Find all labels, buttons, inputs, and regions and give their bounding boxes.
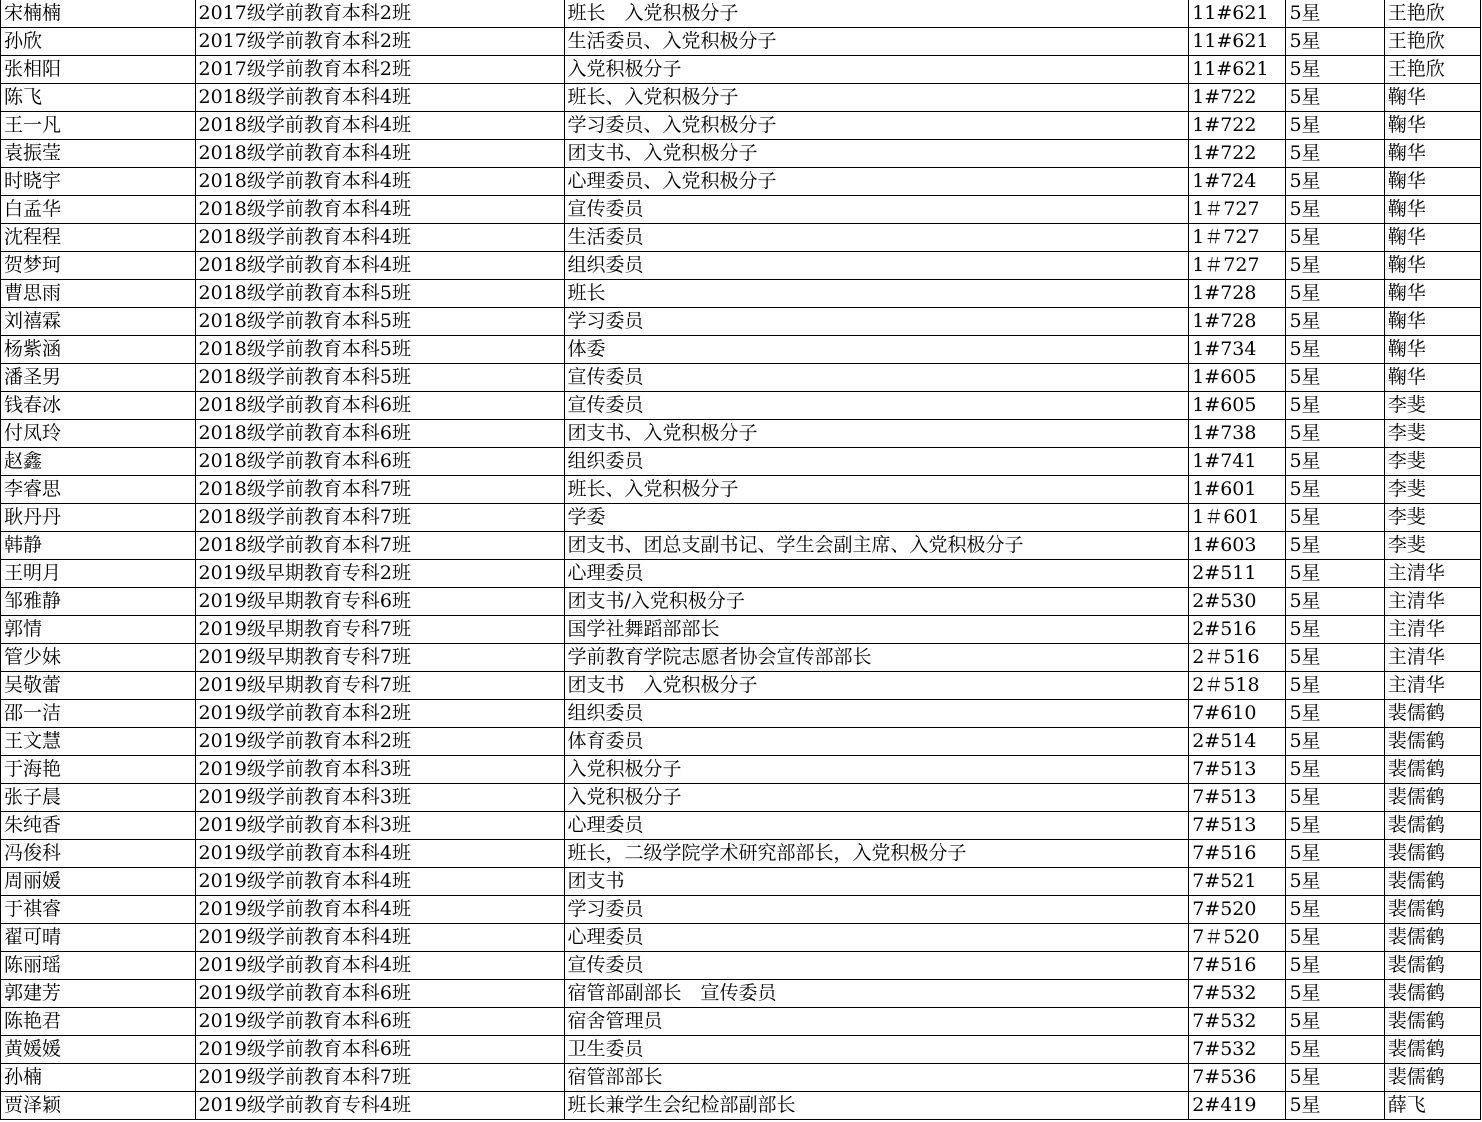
rating-cell[interactable]: 5星: [1286, 588, 1384, 616]
student-name-cell[interactable]: 耿丹丹: [1, 504, 196, 532]
rating-cell[interactable]: 5星: [1286, 1008, 1384, 1036]
table-row: [1, 448, 1481, 476]
tutor-cell[interactable]: 裴儒鹤: [1384, 840, 1480, 868]
table-row: [1, 700, 1481, 728]
role-cell[interactable]: 心理委员: [564, 560, 1189, 588]
student-name-cell[interactable]: 于海艳: [1, 756, 196, 784]
table-row: [1, 1008, 1481, 1036]
class-cell[interactable]: 2019级学前教育本科6班: [195, 1036, 564, 1064]
dorm-room-cell[interactable]: 7#532: [1189, 980, 1286, 1008]
class-cell[interactable]: 2019级学前教育本科4班: [195, 840, 564, 868]
table-row: [1, 420, 1481, 448]
role-cell[interactable]: 入党积极分子: [564, 784, 1189, 812]
rating-cell[interactable]: 5星: [1286, 644, 1384, 672]
dorm-room-cell[interactable]: 1#741: [1189, 448, 1286, 476]
tutor-cell[interactable]: 鞠华: [1384, 280, 1480, 308]
tutor-cell[interactable]: 王艳欣: [1384, 56, 1480, 84]
student-name-cell[interactable]: 张子晨: [1, 784, 196, 812]
table-row: [1, 756, 1481, 784]
student-name-cell[interactable]: 管少妹: [1, 644, 196, 672]
class-cell[interactable]: 2019级早期教育专科2班: [195, 560, 564, 588]
tutor-cell[interactable]: 主清华: [1384, 588, 1480, 616]
role-cell[interactable]: 学习委员、入党积极分子: [564, 112, 1189, 140]
tutor-cell[interactable]: 鞠华: [1384, 84, 1480, 112]
dorm-room-cell[interactable]: 11#621: [1189, 28, 1286, 56]
role-cell[interactable]: 入党积极分子: [564, 56, 1189, 84]
dorm-room-cell[interactable]: 1＃727: [1189, 196, 1286, 224]
tutor-cell[interactable]: 薛飞: [1384, 1092, 1480, 1120]
student-name-cell[interactable]: 王文慧: [1, 728, 196, 756]
dorm-room-cell[interactable]: 7#516: [1189, 840, 1286, 868]
class-cell[interactable]: 2018级学前教育本科4班: [195, 84, 564, 112]
dorm-room-cell[interactable]: 1#722: [1189, 140, 1286, 168]
rating-cell[interactable]: 5星: [1286, 364, 1384, 392]
dorm-room-cell[interactable]: 1＃727: [1189, 224, 1286, 252]
class-cell[interactable]: 2019级学前教育本科4班: [195, 896, 564, 924]
role-cell[interactable]: 体育委员: [564, 728, 1189, 756]
role-cell[interactable]: 团支书、入党积极分子: [564, 140, 1189, 168]
role-cell[interactable]: 宣传委员: [564, 364, 1189, 392]
role-cell[interactable]: 团支书/入党积极分子: [564, 588, 1189, 616]
table-row: [1, 896, 1481, 924]
table-row: [1, 252, 1481, 280]
dorm-room-cell[interactable]: 1#734: [1189, 336, 1286, 364]
student-name-cell[interactable]: 曹思雨: [1, 280, 196, 308]
role-cell[interactable]: 宿管部部长: [564, 1064, 1189, 1092]
student-name-cell[interactable]: 李睿思: [1, 476, 196, 504]
class-cell[interactable]: 2019级早期教育专科7班: [195, 644, 564, 672]
class-cell[interactable]: 2018级学前教育本科4班: [195, 196, 564, 224]
tutor-cell[interactable]: 王艳欣: [1384, 28, 1480, 56]
rating-cell[interactable]: 5星: [1286, 84, 1384, 112]
rating-cell[interactable]: 5星: [1286, 280, 1384, 308]
tutor-cell[interactable]: 裴儒鹤: [1384, 1036, 1480, 1064]
student-name-cell[interactable]: 沈程程: [1, 224, 196, 252]
table-row: [1, 28, 1481, 56]
role-cell[interactable]: 组织委员: [564, 448, 1189, 476]
rating-cell[interactable]: 5星: [1286, 224, 1384, 252]
role-cell[interactable]: 国学社舞蹈部部长: [564, 616, 1189, 644]
dorm-room-cell[interactable]: 1#724: [1189, 168, 1286, 196]
student-name-cell[interactable]: 周丽媛: [1, 868, 196, 896]
student-name-cell[interactable]: 钱春冰: [1, 392, 196, 420]
role-cell[interactable]: 卫生委员: [564, 1036, 1189, 1064]
class-cell[interactable]: 2019级学前教育本科3班: [195, 812, 564, 840]
tutor-cell[interactable]: 裴儒鹤: [1384, 1008, 1480, 1036]
student-name-cell[interactable]: 郭情: [1, 616, 196, 644]
class-cell[interactable]: 2018级学前教育本科4班: [195, 252, 564, 280]
dorm-room-cell[interactable]: 1#605: [1189, 364, 1286, 392]
rating-cell[interactable]: 5星: [1286, 1064, 1384, 1092]
rating-cell[interactable]: 5星: [1286, 756, 1384, 784]
class-cell[interactable]: 2017级学前教育本科2班: [195, 56, 564, 84]
dorm-room-cell[interactable]: 1#605: [1189, 392, 1286, 420]
rating-cell[interactable]: 5星: [1286, 672, 1384, 700]
student-name-cell[interactable]: 朱纯香: [1, 812, 196, 840]
role-cell[interactable]: 班长、入党积极分子: [564, 84, 1189, 112]
dorm-room-cell[interactable]: 7#532: [1189, 1008, 1286, 1036]
class-cell[interactable]: 2019级早期教育专科7班: [195, 616, 564, 644]
table-row: [1, 728, 1481, 756]
tutor-cell[interactable]: 鞠华: [1384, 140, 1480, 168]
class-cell[interactable]: 2019级学前教育本科2班: [195, 700, 564, 728]
role-cell[interactable]: 班长兼学生会纪检部副部长: [564, 1092, 1189, 1120]
tutor-cell[interactable]: 裴儒鹤: [1384, 896, 1480, 924]
role-cell[interactable]: 班长、入党积极分子: [564, 476, 1189, 504]
rating-cell[interactable]: 5星: [1286, 448, 1384, 476]
rating-cell[interactable]: 5星: [1286, 0, 1384, 28]
table-row: [1, 196, 1481, 224]
rating-cell[interactable]: 5星: [1286, 980, 1384, 1008]
table-row: [1, 280, 1481, 308]
student-name-cell[interactable]: 孙楠: [1, 1064, 196, 1092]
tutor-cell[interactable]: 李斐: [1384, 420, 1480, 448]
rating-cell[interactable]: 5星: [1286, 28, 1384, 56]
tutor-cell[interactable]: 裴儒鹤: [1384, 980, 1480, 1008]
tutor-cell[interactable]: 李斐: [1384, 476, 1480, 504]
dorm-room-cell[interactable]: 7#513: [1189, 812, 1286, 840]
table-row: [1, 308, 1481, 336]
table-row: [1, 168, 1481, 196]
class-cell[interactable]: 2018级学前教育本科5班: [195, 308, 564, 336]
dorm-room-cell[interactable]: 7＃520: [1189, 924, 1286, 952]
dorm-room-cell[interactable]: 1#728: [1189, 308, 1286, 336]
class-cell[interactable]: 2019级学前教育本科3班: [195, 784, 564, 812]
tutor-cell[interactable]: 裴儒鹤: [1384, 1064, 1480, 1092]
tutor-cell[interactable]: 裴儒鹤: [1384, 784, 1480, 812]
roster-body: [1, 0, 1481, 1120]
student-name-cell[interactable]: 冯俊科: [1, 840, 196, 868]
class-cell[interactable]: 2017级学前教育本科2班: [195, 0, 564, 28]
role-cell[interactable]: 学委: [564, 504, 1189, 532]
dorm-room-cell[interactable]: 1#722: [1189, 84, 1286, 112]
role-cell[interactable]: 团支书 入党积极分子: [564, 672, 1189, 700]
class-cell[interactable]: 2018级学前教育本科4班: [195, 168, 564, 196]
table-row: [1, 1036, 1481, 1064]
table-row: [1, 812, 1481, 840]
table-row: [1, 364, 1481, 392]
class-cell[interactable]: 2019级学前教育本科7班: [195, 1064, 564, 1092]
table-row: [1, 532, 1481, 560]
class-cell[interactable]: 2019级学前教育本科6班: [195, 980, 564, 1008]
role-cell[interactable]: 生活委员、入党积极分子: [564, 28, 1189, 56]
table-row: [1, 140, 1481, 168]
table-row: [1, 560, 1481, 588]
rating-cell[interactable]: 5星: [1286, 784, 1384, 812]
rating-cell[interactable]: 5星: [1286, 840, 1384, 868]
role-cell[interactable]: 团支书、入党积极分子: [564, 420, 1189, 448]
class-cell[interactable]: 2019级学前教育本科4班: [195, 952, 564, 980]
student-name-cell[interactable]: 赵鑫: [1, 448, 196, 476]
tutor-cell[interactable]: 裴儒鹤: [1384, 924, 1480, 952]
student-name-cell[interactable]: 吴敬蕾: [1, 672, 196, 700]
dorm-room-cell[interactable]: 7#521: [1189, 868, 1286, 896]
tutor-cell[interactable]: 裴儒鹤: [1384, 756, 1480, 784]
student-name-cell[interactable]: 张相阳: [1, 56, 196, 84]
class-cell[interactable]: 2018级学前教育本科7班: [195, 476, 564, 504]
dorm-room-cell[interactable]: 7#520: [1189, 896, 1286, 924]
role-cell[interactable]: 入党积极分子: [564, 756, 1189, 784]
class-cell[interactable]: 2018级学前教育本科6班: [195, 448, 564, 476]
class-cell[interactable]: 2018级学前教育本科5班: [195, 336, 564, 364]
class-cell[interactable]: 2018级学前教育本科6班: [195, 420, 564, 448]
table-row: [1, 588, 1481, 616]
rating-cell[interactable]: 5星: [1286, 700, 1384, 728]
rating-cell[interactable]: 5星: [1286, 560, 1384, 588]
student-name-cell[interactable]: 时晓宇: [1, 168, 196, 196]
rating-cell[interactable]: 5星: [1286, 476, 1384, 504]
role-cell[interactable]: 心理委员: [564, 924, 1189, 952]
class-cell[interactable]: 2019级早期教育专科7班: [195, 672, 564, 700]
dorm-room-cell[interactable]: 2#419: [1189, 1092, 1286, 1120]
student-name-cell[interactable]: 贾泽颖: [1, 1092, 196, 1120]
tutor-cell[interactable]: 主清华: [1384, 672, 1480, 700]
class-cell[interactable]: 2018级学前教育本科5班: [195, 280, 564, 308]
tutor-cell[interactable]: 主清华: [1384, 644, 1480, 672]
rating-cell[interactable]: 5星: [1286, 1092, 1384, 1120]
table-row: [1, 924, 1481, 952]
table-row: [1, 392, 1481, 420]
student-name-cell[interactable]: 邵一洁: [1, 700, 196, 728]
table-row: [1, 504, 1481, 532]
table-row: [1, 1092, 1481, 1120]
rating-cell[interactable]: 5星: [1286, 896, 1384, 924]
role-cell[interactable]: 生活委员: [564, 224, 1189, 252]
role-cell[interactable]: 班长: [564, 280, 1189, 308]
table-row: [1, 980, 1481, 1008]
dorm-room-cell[interactable]: 7#516: [1189, 952, 1286, 980]
role-cell[interactable]: 心理委员: [564, 812, 1189, 840]
class-cell[interactable]: 2019级学前教育本科4班: [195, 868, 564, 896]
class-cell[interactable]: 2018级学前教育本科6班: [195, 392, 564, 420]
dorm-room-cell[interactable]: 2#516: [1189, 616, 1286, 644]
tutor-cell[interactable]: 主清华: [1384, 616, 1480, 644]
table-row: [1, 224, 1481, 252]
role-cell[interactable]: 宿舍管理员: [564, 1008, 1189, 1036]
dorm-room-cell[interactable]: 1#722: [1189, 112, 1286, 140]
tutor-cell[interactable]: 李斐: [1384, 532, 1480, 560]
student-name-cell[interactable]: 潘圣男: [1, 364, 196, 392]
role-cell[interactable]: 宣传委员: [564, 952, 1189, 980]
table-row: [1, 784, 1481, 812]
rating-cell[interactable]: 5星: [1286, 868, 1384, 896]
dorm-room-cell[interactable]: 1＃601: [1189, 504, 1286, 532]
tutor-cell[interactable]: 裴儒鹤: [1384, 952, 1480, 980]
table-row: [1, 644, 1481, 672]
class-cell[interactable]: 2018级学前教育本科4班: [195, 140, 564, 168]
table-row: [1, 84, 1481, 112]
rating-cell[interactable]: 5星: [1286, 308, 1384, 336]
class-cell[interactable]: 2019级学前教育专科4班: [195, 1092, 564, 1120]
rating-cell[interactable]: 5星: [1286, 924, 1384, 952]
role-cell[interactable]: 宣传委员: [564, 392, 1189, 420]
table-row: [1, 868, 1481, 896]
role-cell[interactable]: 宿管部副部长 宣传委员: [564, 980, 1189, 1008]
role-cell[interactable]: 团支书: [564, 868, 1189, 896]
table-row: [1, 336, 1481, 364]
table-row: [1, 672, 1481, 700]
table-row: [1, 476, 1481, 504]
dorm-room-cell[interactable]: 1#601: [1189, 476, 1286, 504]
dorm-room-cell[interactable]: 7#513: [1189, 756, 1286, 784]
tutor-cell[interactable]: 王艳欣: [1384, 0, 1480, 28]
rating-cell[interactable]: 5星: [1286, 1036, 1384, 1064]
table-row: [1, 0, 1481, 28]
tutor-cell[interactable]: 裴儒鹤: [1384, 700, 1480, 728]
table-row: [1, 1064, 1481, 1092]
tutor-cell[interactable]: 李斐: [1384, 448, 1480, 476]
student-name-cell[interactable]: 陈飞: [1, 84, 196, 112]
rating-cell[interactable]: 5星: [1286, 196, 1384, 224]
student-name-cell[interactable]: 邹雅静: [1, 588, 196, 616]
dorm-room-cell[interactable]: 7#513: [1189, 784, 1286, 812]
role-cell[interactable]: 组织委员: [564, 252, 1189, 280]
rating-cell[interactable]: 5星: [1286, 392, 1384, 420]
tutor-cell[interactable]: 裴儒鹤: [1384, 868, 1480, 896]
role-cell[interactable]: 班长，二级学院学术研究部部长，入党积极分子: [564, 840, 1189, 868]
student-name-cell[interactable]: 王一凡: [1, 112, 196, 140]
rating-cell[interactable]: 5星: [1286, 252, 1384, 280]
rating-cell[interactable]: 5星: [1286, 420, 1384, 448]
dorm-room-cell[interactable]: 7#532: [1189, 1036, 1286, 1064]
class-cell[interactable]: 2019级学前教育本科3班: [195, 756, 564, 784]
tutor-cell[interactable]: 裴儒鹤: [1384, 728, 1480, 756]
table-row: [1, 616, 1481, 644]
tutor-cell[interactable]: 主清华: [1384, 560, 1480, 588]
role-cell[interactable]: 学习委员: [564, 896, 1189, 924]
class-cell[interactable]: 2019级学前教育本科2班: [195, 728, 564, 756]
dorm-room-cell[interactable]: 1#738: [1189, 420, 1286, 448]
rating-cell[interactable]: 5星: [1286, 812, 1384, 840]
tutor-cell[interactable]: 鞠华: [1384, 224, 1480, 252]
role-cell[interactable]: 体委: [564, 336, 1189, 364]
table-row: [1, 56, 1481, 84]
student-name-cell[interactable]: 贺梦珂: [1, 252, 196, 280]
rating-cell[interactable]: 5星: [1286, 532, 1384, 560]
rating-cell[interactable]: 5星: [1286, 336, 1384, 364]
tutor-cell[interactable]: 李斐: [1384, 392, 1480, 420]
dorm-room-cell[interactable]: 2＃516: [1189, 644, 1286, 672]
rating-cell[interactable]: 5星: [1286, 168, 1384, 196]
student-name-cell[interactable]: 郭建芳: [1, 980, 196, 1008]
rating-cell[interactable]: 5星: [1286, 140, 1384, 168]
student-name-cell[interactable]: 刘禧霖: [1, 308, 196, 336]
table-row: [1, 952, 1481, 980]
dorm-room-cell[interactable]: 2#511: [1189, 560, 1286, 588]
dorm-room-cell[interactable]: 1#603: [1189, 532, 1286, 560]
dorm-room-cell[interactable]: 7#610: [1189, 700, 1286, 728]
student-name-cell[interactable]: 王明月: [1, 560, 196, 588]
tutor-cell[interactable]: 李斐: [1384, 504, 1480, 532]
student-name-cell[interactable]: 付凤玲: [1, 420, 196, 448]
dorm-room-cell[interactable]: 11#621: [1189, 56, 1286, 84]
role-cell[interactable]: 宣传委员: [564, 196, 1189, 224]
student-name-cell[interactable]: 陈艳君: [1, 1008, 196, 1036]
student-name-cell[interactable]: 白孟华: [1, 196, 196, 224]
tutor-cell[interactable]: 裴儒鹤: [1384, 812, 1480, 840]
role-cell[interactable]: 组织委员: [564, 700, 1189, 728]
tutor-cell[interactable]: 鞠华: [1384, 364, 1480, 392]
student-name-cell[interactable]: 孙欣: [1, 28, 196, 56]
tutor-cell[interactable]: 鞠华: [1384, 308, 1480, 336]
rating-cell[interactable]: 5星: [1286, 616, 1384, 644]
class-cell[interactable]: 2018级学前教育本科4班: [195, 112, 564, 140]
dorm-room-cell[interactable]: 7#536: [1189, 1064, 1286, 1092]
table-row: [1, 840, 1481, 868]
student-name-cell[interactable]: 杨紫涵: [1, 336, 196, 364]
class-cell[interactable]: 2018级学前教育本科7班: [195, 532, 564, 560]
rating-cell[interactable]: 5星: [1286, 504, 1384, 532]
student-name-cell[interactable]: 宋楠楠: [1, 0, 196, 28]
class-cell[interactable]: 2019级学前教育本科4班: [195, 924, 564, 952]
class-cell[interactable]: 2018级学前教育本科4班: [195, 224, 564, 252]
class-cell[interactable]: 2018级学前教育本科5班: [195, 364, 564, 392]
role-cell[interactable]: 团支书、团总支副书记、学生会副主席、入党积极分子: [564, 532, 1189, 560]
dorm-room-cell[interactable]: 2#514: [1189, 728, 1286, 756]
rating-cell[interactable]: 5星: [1286, 952, 1384, 980]
role-cell[interactable]: 学习委员: [564, 308, 1189, 336]
tutor-cell[interactable]: 鞠华: [1384, 336, 1480, 364]
dorm-room-cell[interactable]: 1＃727: [1189, 252, 1286, 280]
tutor-cell[interactable]: 鞠华: [1384, 168, 1480, 196]
role-cell[interactable]: 学前教育学院志愿者协会宣传部部长: [564, 644, 1189, 672]
tutor-cell[interactable]: 鞠华: [1384, 252, 1480, 280]
rating-cell[interactable]: 5星: [1286, 112, 1384, 140]
table-row: [1, 112, 1481, 140]
role-cell[interactable]: 班长 入党积极分子: [564, 0, 1189, 28]
dorm-room-cell[interactable]: 2#530: [1189, 588, 1286, 616]
student-name-cell[interactable]: 陈丽瑶: [1, 952, 196, 980]
class-cell[interactable]: 2018级学前教育本科7班: [195, 504, 564, 532]
class-cell[interactable]: 2019级学前教育本科6班: [195, 1008, 564, 1036]
student-name-cell[interactable]: 韩静: [1, 532, 196, 560]
student-name-cell[interactable]: 黄媛媛: [1, 1036, 196, 1064]
class-cell[interactable]: 2017级学前教育本科2班: [195, 28, 564, 56]
student-name-cell[interactable]: 翟可晴: [1, 924, 196, 952]
role-cell[interactable]: 心理委员、入党积极分子: [564, 168, 1189, 196]
class-cell[interactable]: 2019级早期教育专科6班: [195, 588, 564, 616]
tutor-cell[interactable]: 鞠华: [1384, 196, 1480, 224]
dorm-room-cell[interactable]: 11#621: [1189, 0, 1286, 28]
rating-cell[interactable]: 5星: [1286, 728, 1384, 756]
student-name-cell[interactable]: 于祺睿: [1, 896, 196, 924]
dorm-room-cell[interactable]: 1#728: [1189, 280, 1286, 308]
student-name-cell[interactable]: 袁振莹: [1, 140, 196, 168]
tutor-cell[interactable]: 鞠华: [1384, 112, 1480, 140]
dorm-room-cell[interactable]: 2＃518: [1189, 672, 1286, 700]
rating-cell[interactable]: 5星: [1286, 56, 1384, 84]
